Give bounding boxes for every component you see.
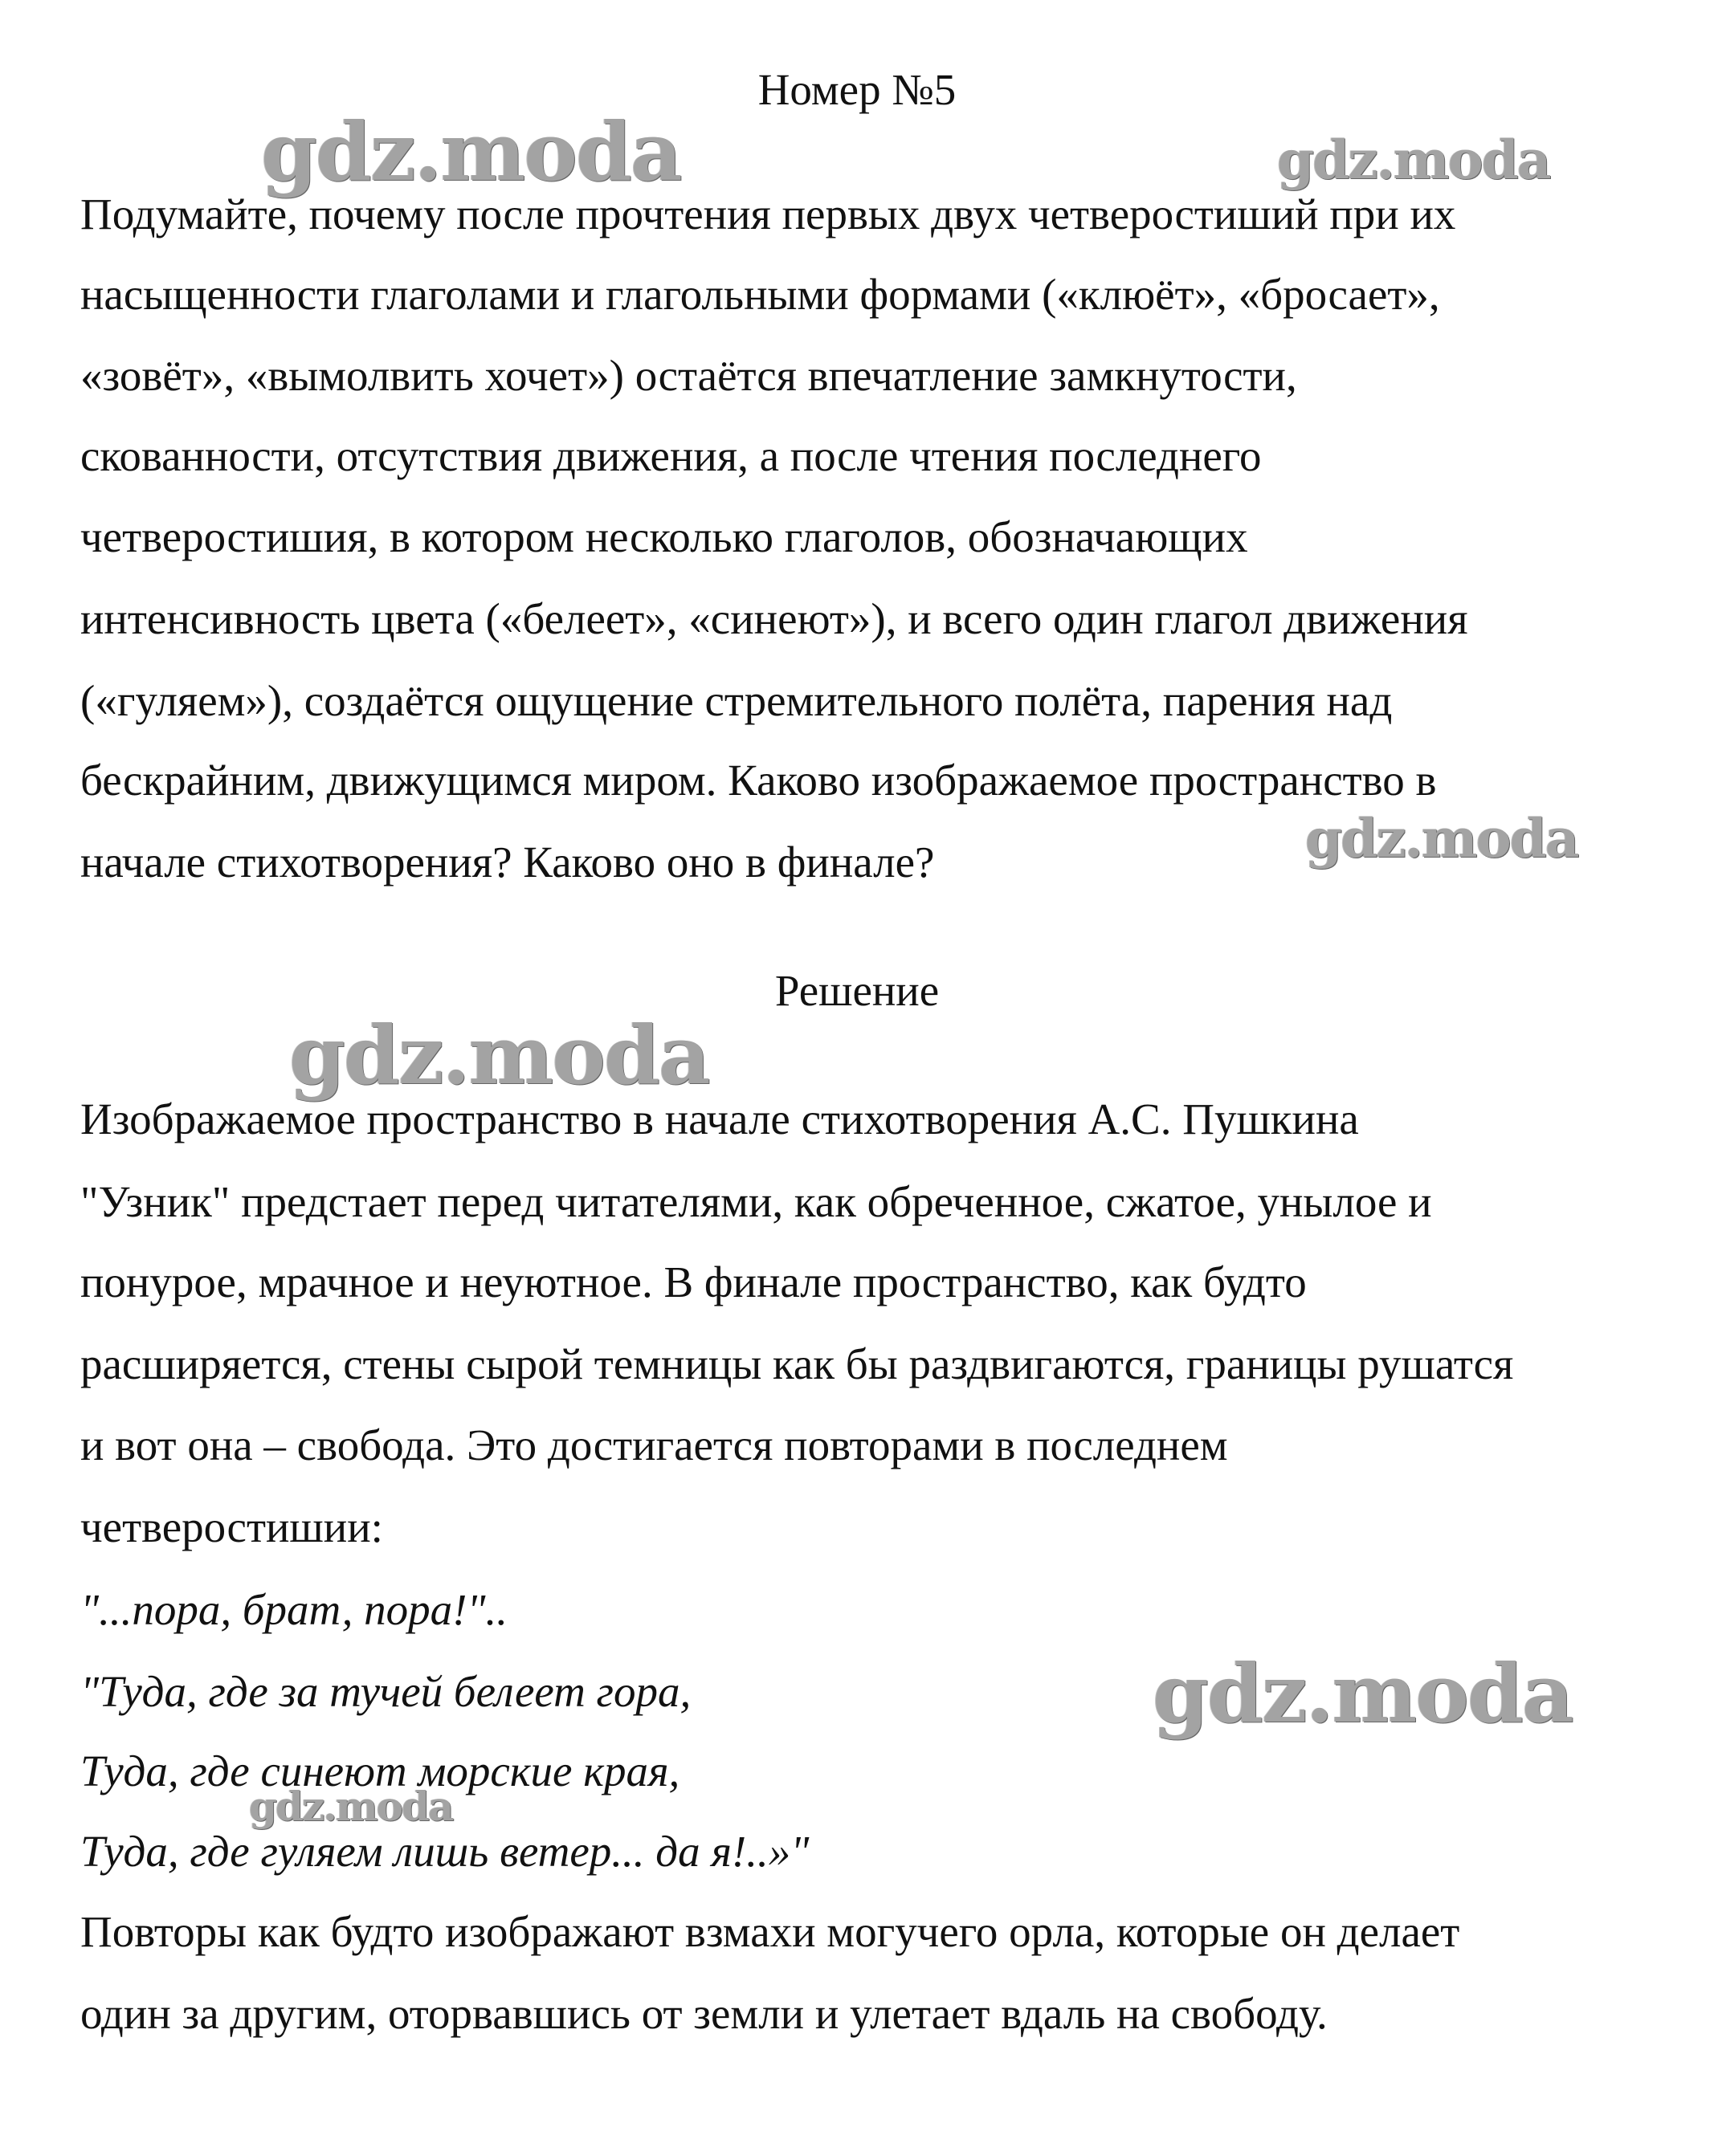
question-line: начале стихотворения? Каково оно в финале?: [80, 838, 935, 886]
solution-line: и вот она – свобода. Это достигается повторами в последнем: [80, 1420, 1228, 1469]
poem-quote-line: "Туда, где за тучей белеет гора,: [80, 1667, 692, 1716]
solution-title: Решение: [774, 966, 940, 1015]
question-line: «зовёт», «вымолвить хочет») остаётся впечатление замкнутости,: [80, 351, 1297, 400]
solution-line: четверостишии:: [80, 1502, 383, 1551]
question-line: бескрайним, движущимся миром. Каково изображаемое пространство в: [80, 756, 1437, 805]
question-line: Подумайте, почему после прочтения первых двух четверостиший при их: [80, 190, 1456, 238]
question-line: интенсивность цвета («белеет», «синеют»), и всего один глагол движения: [80, 594, 1468, 643]
watermark-logo: gdz.moda: [289, 1008, 709, 1102]
watermark-logo: gdz.moda: [261, 104, 681, 199]
poem-quote-line: Туда, где гуляем лишь ветер... да я!..»": [80, 1827, 810, 1876]
watermark-logo: gdz.moda: [1277, 128, 1550, 191]
question-line: четверостишия, в котором несколько глаголов, обозначающих: [80, 512, 1248, 561]
poem-quote-line: "...пора, брат, пора!"..: [80, 1585, 508, 1634]
watermark-logo: gdz.moda: [1305, 807, 1578, 870]
solution-line: Повторы как будто изображают взмахи могучего орла, которые он делает: [80, 1907, 1460, 1956]
solution-line: понурое, мрачное и неуютное. В финале пространство, как будто: [80, 1257, 1307, 1306]
solution-line: "Узник" предстает перед читателями, как обреченное, сжатое, унылое и: [80, 1177, 1432, 1226]
question-line: насыщенности глаголами и глагольными формами («клюёт», «бросает»,: [80, 270, 1440, 319]
watermark-logo: gdz.moda: [249, 1783, 453, 1830]
poem-quote-line: Туда, где синеют морские края,: [80, 1746, 680, 1795]
solution-line: Изображаемое пространство в начале стихотворения А.С. Пушкина: [80, 1094, 1359, 1143]
solution-line: один за другим, оторвавшись от земли и улетает вдаль на свободу.: [80, 1989, 1328, 2038]
page-title: Номер №5: [757, 65, 957, 114]
question-line: («гуляем»), создаётся ощущение стремительного полёта, парения над: [80, 676, 1393, 725]
solution-line: расширяется, стены сырой темницы как бы раздвигаются, границы рушатся: [80, 1339, 1514, 1388]
watermark-logo: gdz.moda: [1153, 1646, 1573, 1741]
question-line: скованности, отсутствия движения, а после чтения последнего: [80, 431, 1262, 480]
